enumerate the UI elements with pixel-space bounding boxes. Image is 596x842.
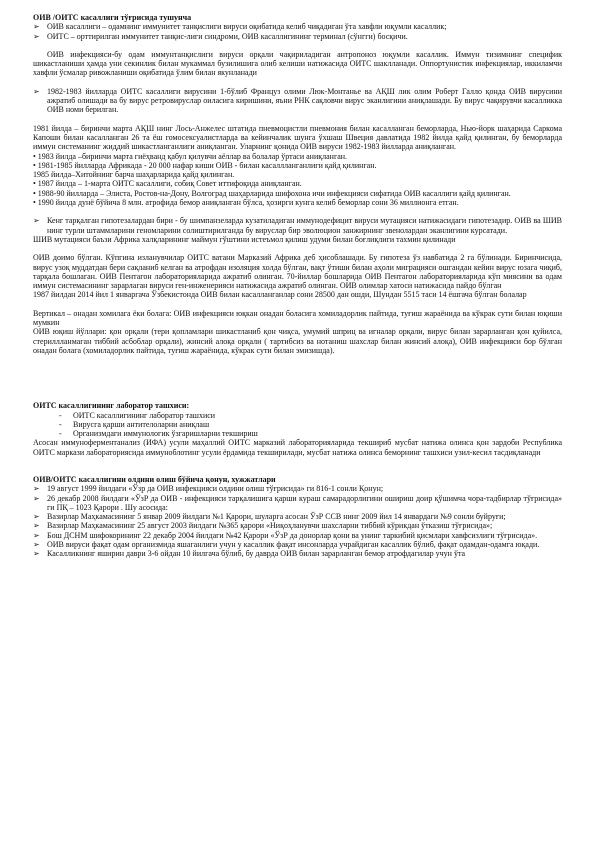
arrow-bullet-icon: ➢ (33, 549, 40, 559)
list-item: ➢ Бош ДСНМ шифокорининг 22 декабр 2004 йилдаги №42 Қарори «ЎзР да донорлар қони ва унинг таркибий қисмлари хавфсизлиги тўғрисида». (33, 530, 538, 540)
arrow-bullet-icon: ➢ (33, 86, 40, 96)
list-item: - ОИТС касаллигининг лаборатор ташхиси (59, 410, 216, 420)
arrow-bullet-icon: ➢ (33, 530, 40, 540)
arrow-bullet-icon: ➢ (33, 216, 40, 226)
spacer (33, 41, 562, 50)
spacer (33, 244, 562, 253)
arrow-bullet-icon: ➢ (33, 540, 40, 550)
list-item: ➢ ОИВ вируси фақат одам организмида яшаганлиги учун у касаллик фақат инсонларда учрайдиган касаллик бўлиб, фақат одамдан-одамга юқади. (33, 540, 540, 550)
paragraph: Асосан иммуноферментанализ (ИФА) усули маҳаллий ОИТС марказий лабораторияларида текшириб мусбат натижа олинса қон зардоби Республика ОИТС маркази лабораториясида иммуноблотинг усули ёрдамида текширилади, мусбат натижа олинса беморнинг ташхиси узил-кесил тасдиқланади (33, 438, 562, 457)
fact-line: • 1981-1985 йилларда Африкада - 20 000 нафар киши ОИВ - билан касаллланганлиги қайд қилинган. (33, 160, 377, 170)
arrow-bullet-icon: ➢ (33, 22, 40, 32)
dash-marker: - (59, 410, 62, 420)
fact-line: • 1987 йилда – 1-марта ОИТС касаллиги, собиқ Совет иттифоқида аниқланган. (33, 179, 302, 189)
list-item: ➢ ОИВ касаллиги – одамнинг иммунитет танқислиги вируси оқибатида келиб чиқадиган ўта хавфли юқумли касаллик; (33, 22, 447, 32)
paragraph: Вертикал – онадан хомилага ёки болага: ОИВ инфекцияси юқкан онадан боласига хомиладорлик пайтида, туғиш жараёнида ва кўкрак сути билан юқиши мумкин (33, 308, 562, 328)
arrow-bullet-icon: ➢ (33, 512, 40, 522)
dash-marker: - (59, 429, 62, 439)
list-item: ➢ 1982-1983 йилларда ОИТС касаллиги вирусини 1-бўлиб Француз олими Люк-Монтанье ва АҚШ лик олим Роберт Галло қонда ОИВ вирусини ажратиб олишади ва бу вирус ретровируслар оиласига киришини, яъни РНК сақловчи вирус эканлигини аниқлашади. Бу вирус чақирувчи касалликка ОИВ номи берилган. (33, 86, 562, 115)
list-item: ➢ 26 декабр 2008 йилдаги «ЎзР да ОИВ - инфекцияси тарқалишига қарши кураш самарадорлигини ошириш доир қўшимча чора-тадбирлар тўғрисида» ги ПҚ – 1023 Қарори . Шу асосида: (33, 493, 562, 512)
list-item: ➢ Касалликнинг яширин даври 3-6 ойдан 10 йилгача бўлиб, бу даврда ОИВ билан зарарланган бемор атрофдагилар учун ўта (33, 549, 466, 559)
list-item: ➢ Вазирлар Маҳкамасининг 5 январ 2009 йилдаги №1 Қарори, шуларга асосан ЎзР ССВ нинг 2009 йил 14 январдаги №9 сонли буйруғи; (33, 512, 506, 522)
heading-concept: ОИВ /ОИТС касаллиги тўғрисида тушунча (33, 13, 192, 22)
list-item: ➢ Вазирлар Маҳкамасининг 25 август 2003 йилдаги №365 қарори «Ниқоҳланувчи шахсларни тиббий кўрикдан ўтказиш тўғрисида»; (33, 521, 493, 531)
spacer (33, 355, 562, 401)
list-item: - Организмдаги иммунологик ўзгаришларни текшириш (59, 429, 258, 439)
paragraph: ОИВ инфекцияси-бу одам иммунтанқислиги вируси орқали чақириладиган антропоноз юқумли касаллик. Иммун тизимнинг специфик шикастланиши ҳамда уни секинлик билан мукаммал бузилишига олиб келиши натижасида ОИТС шаклланади. Оппортунистик инфекциялар, иккиламчи хавфли ўсмалар ривожланиши оқибатида ўлим билан якунланади (33, 49, 562, 78)
spacer (33, 78, 562, 87)
list-item: ➢ 19 август 1999 йилдаги «Ўзр да ОИВ инфекцияси олдини олиш тўғрисида» ги 816-1 сонли Қонун; (33, 484, 384, 494)
spacer (33, 300, 562, 309)
arrow-bullet-icon: ➢ (33, 31, 40, 41)
fact-line: 1985 йилда–Хитойнинг барча шаҳарларида қайд қилинган. (33, 170, 235, 180)
fact-line: • 1990 йилда дунё бўйича 8 млн. атрофида бемор аниқланган бўлса, ҳозирги кунга келиб беморлар сони 36 миллионга етган. (33, 198, 459, 208)
arrow-bullet-icon: ➢ (33, 484, 40, 494)
fact-line: • 1988-90 йилларда – Элиста, Ростов-на-Дону, Волгоград шаҳарларида шифохона ичи инфекцияси сифатида ОИВ касаллиги қайд қилинган. (33, 188, 511, 198)
fact-line: • 1983 йилда –биринчи марта гиёҳванд қабул қилувчи аёллар ва болалар ўртаси аниқланган. (33, 151, 348, 161)
list-item: - Вирусга қарши антителоларни аниқлаш (59, 419, 210, 429)
heading-laws: ОИВ/ОИТС касаллигини олдини олиш бўйича қонун, хужжатлари (33, 474, 276, 484)
spacer (33, 115, 562, 124)
paragraph: ОИВ юқиш йўллари: қон орқали (тери қопламлари шикастланиб қон чиқса, умумий шприц ва игналар орқали, вирус билан зарарланган қон қуйилса, стериллланмаган тиббий асбоблар орқали), жинсий алоқа орқали ( тартибсиз ва нотаниш шахслар билан жинсий алоқа), ОИВ инфекцияси бор бўлган онадан болага (хомиладорлик пайтида, туғиш жараёнида, кўкрак сути билан эмизишда). (33, 327, 562, 355)
paragraph: ОИВ доимо бўлган. Кўпгина изланувчилар ОИТС ватани Марказий Африка деб ҳисоблашади. Бу гипотеза ўз навбатида 2 га бўлинади. Биринчисида, вирус узоқ муддатдан бери сақланиб келган ва атрофдан изоляция холда бўлган, вақт ўтиши билан аҳоли миграцияси ошгандан кейин вирус юзага чиқиб, тарқала бошлаган. ОИВ Пентагон лабораторияларида ажратиб олинган. 70-йиллар бошларида ОИВ Пентагон лабораторияларида кўп миясини ва одам иммун системасининг зарарлаган вируси ген-инженерияси натижасида ажратиб олинган. ОИВ олимлар хатоси натижасида пайдо бўлган (33, 253, 562, 291)
paragraph: 1987 йилдан 2014 йил 1 январгача Ўзбекистонда ОИВ билан касалланганлар сони 28500 дан ошди, Шундан 5515 таси 14 ёшгача бўлган болалар (33, 290, 527, 300)
arrow-bullet-icon: ➢ (33, 521, 40, 531)
heading-lab-diagnosis: ОИТС касаллигининг лаборатор ташхиси: (33, 401, 190, 411)
paragraph: 1981 йилда – биринчи марта АҚШ нинг Лось-Анжелес штатида пневмоцистли пневмония билан касалланган беморларда, Нью-йорк шаҳарида Саркома Капоши билан касалланган 26 та ёш гомосексуалистларда ва кейинчалик шунга ўхшаш Швеция давлатида 1982 йилда қайд қилинган, бу беморларда иммун системанинг жиддий шикастланганлиги аниқланган. Уларнинг қонида ОИВ вируси 1982-1983 йилларда аниқланган. (33, 123, 562, 152)
spacer (33, 457, 562, 475)
spacer (33, 207, 562, 216)
list-item: ➢ Кенг тарқалган гипотезалардан бири - бу шимпанзеларда кузатиладиган иммунодефицит вируси мутацияси натижасидаги гипотезадир. ОИВ ва ШИВ нинг турли штаммларини геномларини солиштирилганда бу вируслар бир эволюцион занжирнинг звенолардан эканлигини курсатади. (33, 216, 562, 235)
arrow-bullet-icon: ➢ (33, 493, 40, 503)
dash-marker: - (59, 419, 62, 429)
paragraph: ШИВ мутацияси баъзи Африка халқларининг маймун гўштини истеъмол қилиш удуми билан боғлиқлиги тахмин қилинади (33, 234, 456, 244)
list-item: ➢ ОИТС – орттирилган иммунитет танқис-лиги синдроми, ОИВ касаллигининг терминал (сўнгги) босқичи. (33, 31, 408, 41)
